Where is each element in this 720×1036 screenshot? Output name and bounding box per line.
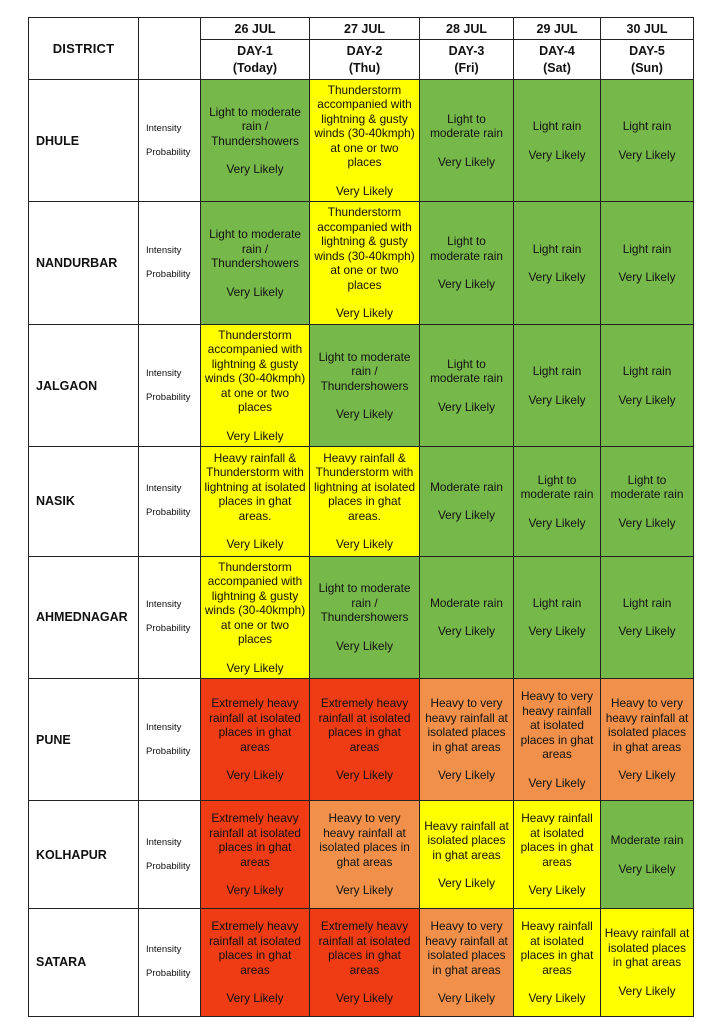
weekday-label: (Thu) — [348, 60, 381, 75]
intensity-text: Heavy to very heavy rainfall at isolated places in ghat areas — [425, 696, 508, 754]
intensity-text: Moderate rain — [430, 595, 503, 610]
forecast-cell — [420, 678, 514, 800]
district-row — [29, 447, 694, 556]
district-name: AHMEDNAGAR — [29, 556, 139, 678]
intensity-label: Intensity — [146, 599, 182, 611]
weekday-label: (Fri) — [454, 60, 479, 75]
intensity-text: Thunderstorm accompanied with lightning & gusty winds (30-40kmph) at one or two places — [204, 327, 306, 415]
forecast-cell — [514, 80, 601, 202]
intensity-text: Heavy to very heavy rainfall at isolated places in ghat areas — [520, 689, 594, 762]
forecast-cell — [514, 678, 601, 800]
row-labels — [139, 678, 201, 800]
probability-label: Probability — [146, 860, 191, 872]
intensity-text: Thunderstorm accompanied with lightning & gusty winds (30-40kmph) at one or two places — [314, 82, 415, 170]
forecast-cell — [310, 908, 420, 1016]
date-header: 27 JUL — [310, 18, 420, 40]
probability-text: Very Likely — [618, 147, 676, 162]
district-row — [29, 202, 694, 324]
forecast-cell — [420, 556, 514, 678]
intensity-text: Heavy rainfall & Thunderstorm with lightning at isolated places in ghat areas. — [204, 450, 306, 523]
probability-text: Very Likely — [528, 624, 586, 639]
probability-text: Very Likely — [528, 147, 586, 162]
probability-text: Very Likely — [226, 991, 284, 1006]
forecast-body — [29, 80, 694, 1017]
forecast-cell — [420, 908, 514, 1016]
forecast-cell — [420, 202, 514, 324]
district-name: JALGAON — [29, 324, 139, 446]
weekday-label: (Sun) — [631, 60, 663, 75]
probability-text: Very Likely — [335, 883, 394, 898]
intensity-text: Light rain — [532, 595, 582, 610]
probability-text: Very Likely — [618, 983, 676, 998]
district-name: KOLHAPUR — [29, 801, 139, 908]
probability-text: Very Likely — [226, 660, 284, 675]
forecast-cell — [601, 556, 694, 678]
probability-text: Very Likely — [618, 624, 676, 639]
intensity-text: Light rain — [622, 595, 672, 610]
intensity-text: Extremely heavy rainfall at isolated places in ghat areas — [209, 919, 301, 977]
forecast-cell — [420, 80, 514, 202]
row-labels — [139, 447, 201, 556]
probability-text: Very Likely — [335, 407, 394, 422]
date-header: 29 JUL — [514, 18, 601, 40]
probability-text: Very Likely — [335, 991, 394, 1006]
intensity-text: Thunderstorm accompanied with lightning & gusty winds (30-40kmph) at one or two places — [204, 559, 306, 646]
intensity-text: Light rain — [622, 364, 672, 379]
day-header — [514, 40, 601, 80]
intensity-label: Intensity — [146, 245, 182, 257]
district-row — [29, 556, 694, 678]
intensity-text: Heavy rainfall & Thunderstorm with lightning at isolated places in ghat areas. — [314, 450, 415, 523]
probability-label: Probability — [146, 968, 191, 980]
probability-text: Very Likely — [226, 162, 284, 177]
probability-text: Very Likely — [335, 768, 394, 783]
forecast-cell — [514, 447, 601, 556]
district-name: DHULE — [29, 80, 139, 202]
district-row — [29, 678, 694, 800]
forecast-cell — [601, 324, 694, 446]
intensity-text: Heavy rainfall at isolated places in ghat areas — [520, 919, 594, 977]
forecast-cell — [514, 556, 601, 678]
row-labels — [139, 801, 201, 908]
probability-text: Very Likely — [618, 861, 676, 876]
intensity-text: Heavy rainfall at isolated places in ghat areas — [520, 811, 594, 869]
forecast-cell — [310, 678, 420, 800]
intensity-text: Light to moderate rain / Thundershowers — [318, 349, 411, 393]
probability-text: Very Likely — [437, 154, 496, 169]
day-label: DAY-5 — [629, 43, 665, 58]
forecast-cell — [201, 908, 310, 1016]
intensity-label: Intensity — [146, 836, 182, 848]
intensity-text: Extremely heavy rainfall at isolated places in ghat areas — [318, 919, 411, 977]
probability-text: Very Likely — [528, 270, 586, 285]
probability-text: Very Likely — [528, 991, 586, 1006]
intensity-text: Light to moderate rain / Thundershowers — [318, 581, 411, 625]
probability-text: Very Likely — [618, 270, 676, 285]
forecast-cell — [514, 801, 601, 908]
row-labels — [139, 324, 201, 446]
forecast-cell — [420, 447, 514, 556]
intensity-text: Heavy rainfall at isolated places in ghat areas — [424, 818, 509, 862]
probability-text: Very Likely — [437, 399, 496, 414]
intensity-text: Light rain — [622, 119, 672, 134]
intensity-text: Light to moderate rain / Thundershowers — [209, 227, 301, 271]
intensity-text: Heavy rainfall at isolated places in ghat areas — [604, 926, 690, 970]
row-labels — [139, 202, 201, 324]
day-label: DAY-1 — [237, 43, 273, 58]
intensity-text: Light rain — [532, 241, 582, 256]
district-name: SATARA — [29, 908, 139, 1016]
district-row — [29, 801, 694, 908]
intensity-label: Intensity — [146, 944, 182, 956]
date-header: 26 JUL — [201, 18, 310, 40]
row-labels — [139, 556, 201, 678]
probability-label: Probability — [146, 745, 191, 757]
probability-label: Probability — [146, 269, 191, 281]
forecast-cell — [514, 202, 601, 324]
weekday-label: (Today) — [232, 60, 278, 75]
probability-text: Very Likely — [226, 883, 284, 898]
probability-text: Very Likely — [528, 775, 586, 790]
forecast-cell — [201, 801, 310, 908]
probability-text: Very Likely — [437, 508, 496, 523]
date-header: 28 JUL — [420, 18, 514, 40]
day-header — [420, 40, 514, 80]
probability-text: Very Likely — [618, 768, 676, 783]
forecast-cell — [420, 801, 514, 908]
district-name: NASIK — [29, 447, 139, 556]
date-header: 30 JUL — [601, 18, 694, 40]
probability-text: Very Likely — [528, 515, 586, 530]
probability-text: Very Likely — [335, 537, 394, 552]
day-label: DAY-2 — [346, 43, 383, 58]
probability-text: Very Likely — [437, 624, 496, 639]
row-labels — [139, 908, 201, 1016]
intensity-text: Light to moderate rain — [430, 234, 503, 263]
probability-text: Very Likely — [226, 537, 284, 552]
district-row — [29, 80, 694, 202]
probability-text: Very Likely — [335, 638, 394, 653]
probability-text: Very Likely — [528, 883, 586, 898]
intensity-text: Light to moderate rain — [430, 111, 503, 141]
day-label: DAY-3 — [448, 43, 485, 58]
intensity-text: Light to moderate rain — [610, 472, 684, 502]
forecast-cell — [201, 678, 310, 800]
forecast-cell — [310, 556, 420, 678]
forecast-cell — [310, 202, 420, 324]
district-row — [29, 908, 694, 1016]
forecast-cell — [514, 324, 601, 446]
day-header — [201, 40, 310, 80]
forecast-cell — [310, 324, 420, 446]
forecast-cell — [601, 447, 694, 556]
forecast-cell — [514, 908, 601, 1016]
forecast-cell — [601, 80, 694, 202]
probability-label: Probability — [146, 507, 191, 519]
district-name: NANDURBAR — [29, 202, 139, 324]
forecast-cell — [201, 202, 310, 324]
intensity-text: Heavy to very heavy rainfall at isolated places in ghat areas — [319, 811, 410, 869]
probability-label: Probability — [146, 146, 191, 158]
intensity-text: Heavy to very heavy rainfall at isolated places in ghat areas — [605, 696, 689, 754]
district-name: PUNE — [29, 678, 139, 800]
intensity-text: Moderate rain — [430, 479, 503, 494]
intensity-text: Thunderstorm accompanied with lightning & gusty winds (30-40kmph) at one or two places — [314, 205, 415, 292]
district-header: DISTRICT — [29, 18, 139, 80]
probability-text: Very Likely — [226, 284, 284, 299]
probability-text: Very Likely — [437, 768, 496, 783]
forecast-cell — [201, 324, 310, 446]
weekday-label: (Sat) — [543, 60, 571, 75]
intensity-label: Intensity — [146, 483, 182, 495]
intensity-text: Light to moderate rain — [430, 356, 503, 386]
forecast-cell — [601, 202, 694, 324]
intensity-text: Extremely heavy rainfall at isolated places in ghat areas — [318, 696, 411, 754]
probability-label: Probability — [146, 623, 191, 635]
intensity-text: Light to moderate rain / Thundershowers — [209, 104, 301, 148]
forecast-cell — [601, 678, 694, 800]
probability-text: Very Likely — [618, 515, 676, 530]
forecast-cell — [310, 80, 420, 202]
probability-text: Very Likely — [528, 392, 586, 407]
row-labels — [139, 80, 201, 202]
forecast-cell — [201, 447, 310, 556]
probability-text: Very Likely — [335, 183, 394, 198]
probability-text: Very Likely — [226, 768, 284, 783]
intensity-text: Light to moderate rain — [520, 472, 594, 502]
probability-text: Very Likely — [437, 991, 496, 1006]
probability-text: Very Likely — [437, 277, 496, 292]
forecast-cell — [601, 801, 694, 908]
day-label: DAY-4 — [539, 43, 575, 58]
forecast-table — [28, 17, 694, 1017]
intensity-text: Light rain — [532, 364, 582, 379]
meta-header — [139, 18, 201, 80]
intensity-text: Extremely heavy rainfall at isolated places in ghat areas — [209, 696, 301, 754]
probability-text: Very Likely — [335, 306, 394, 321]
forecast-cell — [201, 80, 310, 202]
intensity-text: Moderate rain — [610, 833, 684, 848]
intensity-label: Intensity — [146, 122, 182, 134]
probability-text: Very Likely — [226, 428, 284, 443]
forecast-cell — [310, 801, 420, 908]
probability-text: Very Likely — [437, 876, 496, 891]
intensity-label: Intensity — [146, 367, 182, 379]
probability-text: Very Likely — [618, 392, 676, 407]
intensity-text: Extremely heavy rainfall at isolated places in ghat areas — [209, 811, 301, 869]
intensity-text: Light rain — [532, 119, 582, 134]
intensity-text: Heavy to very heavy rainfall at isolated places in ghat areas — [425, 919, 508, 977]
day-header — [601, 40, 694, 80]
forecast-cell — [601, 908, 694, 1016]
forecast-cell — [201, 556, 310, 678]
intensity-label: Intensity — [146, 721, 182, 733]
district-row — [29, 324, 694, 446]
probability-label: Probability — [146, 391, 191, 403]
forecast-cell — [310, 447, 420, 556]
intensity-text: Light rain — [622, 241, 672, 256]
forecast-cell — [420, 324, 514, 446]
day-header — [310, 40, 420, 80]
